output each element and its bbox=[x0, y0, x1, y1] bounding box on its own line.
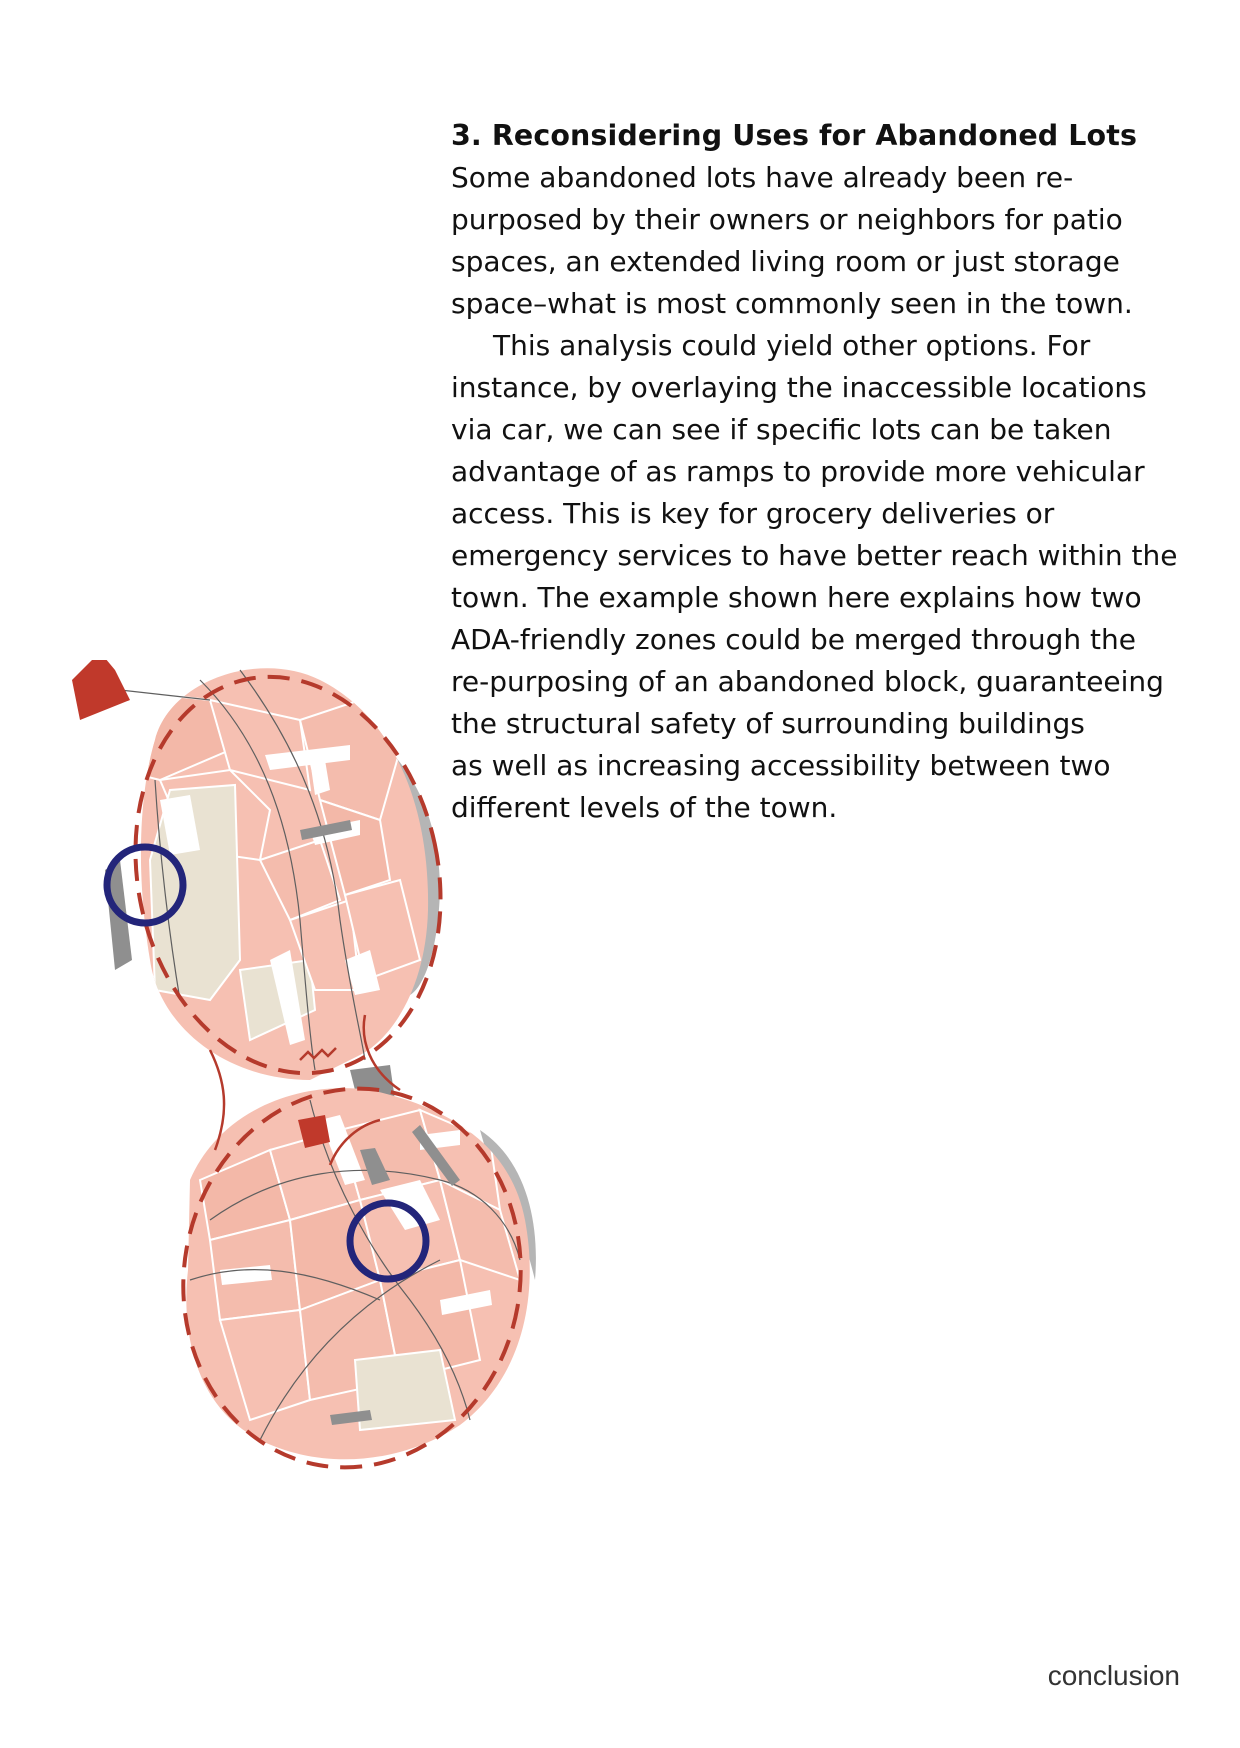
para2-line-4: advantage of as ramps to provide more vehicular bbox=[451, 455, 1145, 488]
top-zone-parcels bbox=[120, 660, 460, 1090]
para2-line-2: instance, by overlaying the inaccessible locations bbox=[451, 371, 1147, 404]
para2-line-11: as well as increasing accessibility between two bbox=[451, 749, 1111, 782]
para1-line-3: spaces, an extended living room or just storage bbox=[451, 245, 1120, 278]
para2-line-5: access. This is key for grocery deliveries or bbox=[451, 497, 1055, 530]
para1-line-4: space–what is most commonly seen in the town. bbox=[451, 287, 1133, 320]
para2-line-6: emergency services to have better reach within the bbox=[451, 539, 1178, 572]
bottom-zone-parcels bbox=[170, 1070, 550, 1490]
section-heading: 3. Reconsidering Uses for Abandoned Lots bbox=[451, 119, 1138, 152]
footer-section-label: conclusion bbox=[1047, 1660, 1180, 1691]
para2-line-10: the structural safety of surrounding buildings bbox=[451, 707, 1085, 740]
para1-line-2: purposed by their owners or neighbors for patio bbox=[451, 203, 1123, 236]
para2-line-3: via car, we can see if specific lots can be taken bbox=[451, 413, 1112, 446]
para2-line-12: different levels of the town. bbox=[451, 791, 838, 824]
town-map-diagram bbox=[60, 660, 600, 1610]
para2-line-9: re-purposing of an abandoned block, guaranteeing bbox=[451, 665, 1164, 698]
para2-line-8: ADA-friendly zones could be merged through the bbox=[451, 623, 1136, 656]
para2-line-7: town. The example shown here explains how two bbox=[451, 581, 1142, 614]
para2-line-1: This analysis could yield other options. For bbox=[493, 329, 1091, 362]
para1-line-1: Some abandoned lots have already been re- bbox=[451, 161, 1074, 194]
